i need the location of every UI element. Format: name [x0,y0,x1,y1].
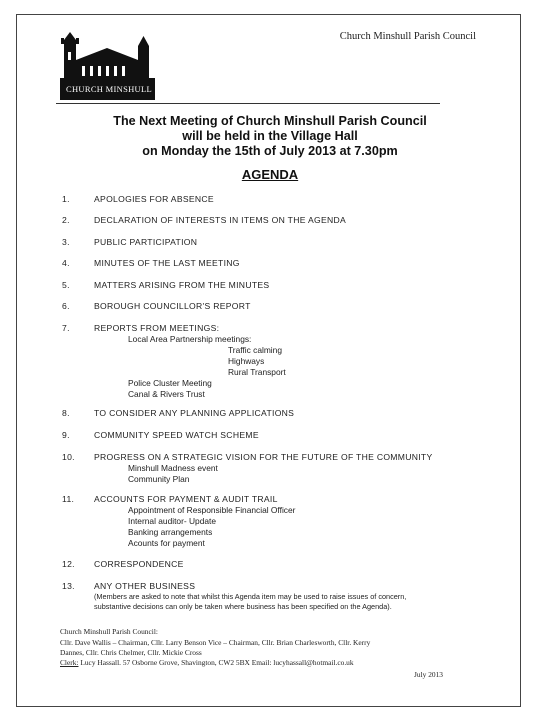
item-number: 8. [62,408,70,418]
aob-note-line-1: (Members are asked to note that whilst this Agenda item may be used to raise issues of concern, [94,592,407,601]
item-number: 1. [62,194,70,204]
footer-members-2: Dannes, Cllr. Chris Chelmer, Cllr. Mickie Cross [60,648,202,657]
item-text: DECLARATION OF INTERESTS IN ITEMS ON THE AGENDA [94,215,347,225]
agenda-item [62,237,197,247]
item-text: TO CONSIDER ANY PLANNING APPLICATIONS [94,408,295,418]
sub-item: Police Cluster Meeting [128,378,212,388]
item-number: 9. [62,430,70,440]
item-text: BOROUGH COUNCILLOR'S REPORT [94,301,251,311]
sub-item: Internal auditor- Update [128,516,216,526]
item-number: 5. [62,280,70,290]
header-divider [56,103,440,104]
agenda-title: AGENDA [241,167,299,182]
item-number: 12. [62,559,75,569]
sub-item: Local Area Partnership meetings: [128,334,252,344]
item-text: PUBLIC PARTICIPATION [94,237,198,247]
sub-item: Traffic calming [228,345,282,355]
aob-note-line-2: substantive decisions can only be taken where business has been specified on the Agenda). [94,602,392,611]
sub-item: Canal & Rivers Trust [128,389,205,399]
agenda-item [62,408,294,418]
agenda-item [62,301,251,311]
agenda-item [62,452,433,462]
footer-clerk [60,658,354,667]
agenda-item [62,215,346,225]
logo-text: CHURCH MINSHULL [66,84,152,94]
item-number: 2. [62,215,70,225]
item-text: MATTERS ARISING FROM THE MINUTES [94,280,270,290]
agenda-item [62,559,184,569]
item-number: 10. [62,452,75,462]
item-text: CORRESPONDENCE [94,559,184,569]
footer-date: July 2013 [414,670,443,679]
item-text: REPORTS FROM MEETINGS: [94,323,220,333]
headline-line-3: on Monday the 15th of July 2013 at 7.30pm [142,144,398,158]
agenda-item [62,430,259,440]
item-text: MINUTES OF THE LAST MEETING [94,258,240,268]
agenda-item [62,280,269,290]
item-number: 7. [62,323,70,333]
sub-item: Highways [228,356,265,366]
sub-item: Rural Transport [228,367,286,377]
meeting-headline [40,114,500,159]
item-text: ACCOUNTS FOR PAYMENT & AUDIT TRAIL [94,494,278,504]
sub-item: Minshull Madness event [128,463,218,473]
footer-council: Church Minshull Parish Council: [60,627,158,636]
item-number: 13. [62,581,75,591]
clerk-label: Clerk: [60,658,79,667]
headline-line-2: will be held in the Village Hall [182,129,358,143]
footer-members-1: Cllr. Dave Wallis – Chairman, Cllr. Larry Benson Vice – Chairman, Cllr. Brian Charlesworth, Cllr. Kerry [60,638,371,647]
headline-line-1: The Next Meeting of Church Minshull Parish Council [113,114,427,128]
clerk-details: Lucy Hassall. 57 Osborne Grove, Shavington, CW2 5BX Email: lucyhassall@hotmail.co.uk [78,658,354,667]
agenda-item [62,194,214,204]
agenda-item [62,323,219,333]
council-name: Church Minshull Parish Council [339,31,476,42]
sub-item: Appointment of Responsible Financial Officer [128,505,296,515]
item-number: 4. [62,258,70,268]
agenda-item [62,581,195,591]
agenda-item [62,258,240,268]
item-text: APOLOGIES FOR ABSENCE [94,194,214,204]
agenda-item [62,494,278,504]
sub-item: Community Plan [128,474,190,484]
item-text: COMMUNITY SPEED WATCH SCHEME [94,430,259,440]
item-number: 11. [62,494,75,504]
item-number: 6. [62,301,70,311]
item-number: 3. [62,237,70,247]
sub-item: Banking arrangements [128,527,213,537]
item-text: PROGRESS ON A STRATEGIC VISION FOR THE FUTURE OF THE COMMUNITY [94,452,433,462]
sub-item: Acounts for payment [128,538,205,548]
item-text: ANY OTHER BUSINESS [94,581,196,591]
